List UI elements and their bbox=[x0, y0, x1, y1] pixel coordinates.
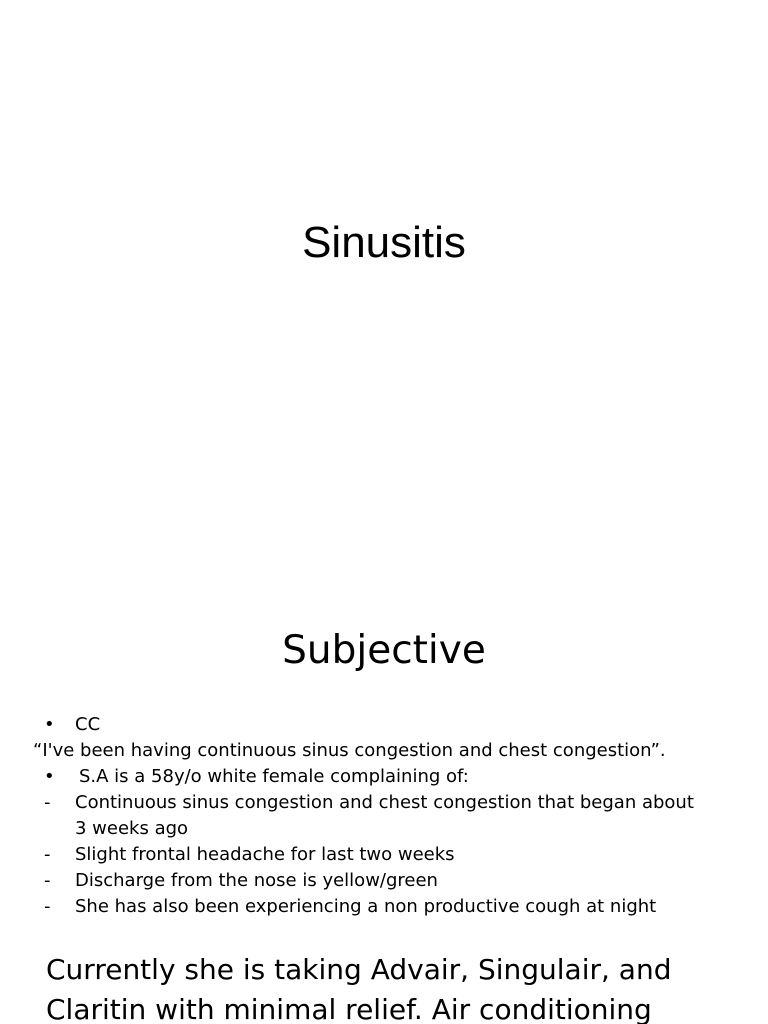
bullet-cc bbox=[0, 712, 768, 738]
dash-marker: - bbox=[44, 870, 51, 891]
symptom-item bbox=[0, 868, 768, 894]
symptom-text: She has also been experiencing a non productive cough at night bbox=[75, 896, 657, 917]
bullet-patient-text: S.A is a 58y/o white female complaining of: bbox=[79, 766, 469, 787]
bullet-patient bbox=[0, 764, 768, 790]
bullet-marker: • bbox=[44, 714, 55, 735]
symptom-item bbox=[0, 842, 768, 868]
symptom-item bbox=[0, 894, 768, 920]
symptom-item bbox=[0, 790, 768, 842]
medications-line-2: Claritin with minimal relief. Air conditioning bbox=[46, 993, 652, 1024]
dash-marker: - bbox=[44, 896, 51, 917]
medications-line-1: Currently she is taking Advair, Singulair, and bbox=[46, 953, 672, 986]
medications-text bbox=[46, 950, 746, 1024]
bullet-marker: • bbox=[44, 766, 55, 787]
slide-title-subjective: Subjective bbox=[282, 628, 486, 673]
slide-title-sinusitis: Sinusitis bbox=[302, 218, 466, 267]
subjective-slide bbox=[0, 576, 768, 1024]
chief-complaint-quote bbox=[0, 738, 768, 764]
dash-marker: - bbox=[44, 792, 51, 813]
bullet-cc-text: CC bbox=[75, 714, 101, 735]
symptom-text: Discharge from the nose is yellow/green bbox=[75, 870, 438, 891]
dash-marker: - bbox=[44, 844, 51, 865]
symptom-text: Continuous sinus congestion and chest congestion that began about 3 weeks ago bbox=[75, 792, 694, 839]
slide-body bbox=[0, 712, 768, 920]
symptom-text: Slight frontal headache for last two weeks bbox=[75, 844, 455, 865]
quote-text: “I've been having continuous sinus congestion and chest congestion”. bbox=[33, 740, 666, 761]
